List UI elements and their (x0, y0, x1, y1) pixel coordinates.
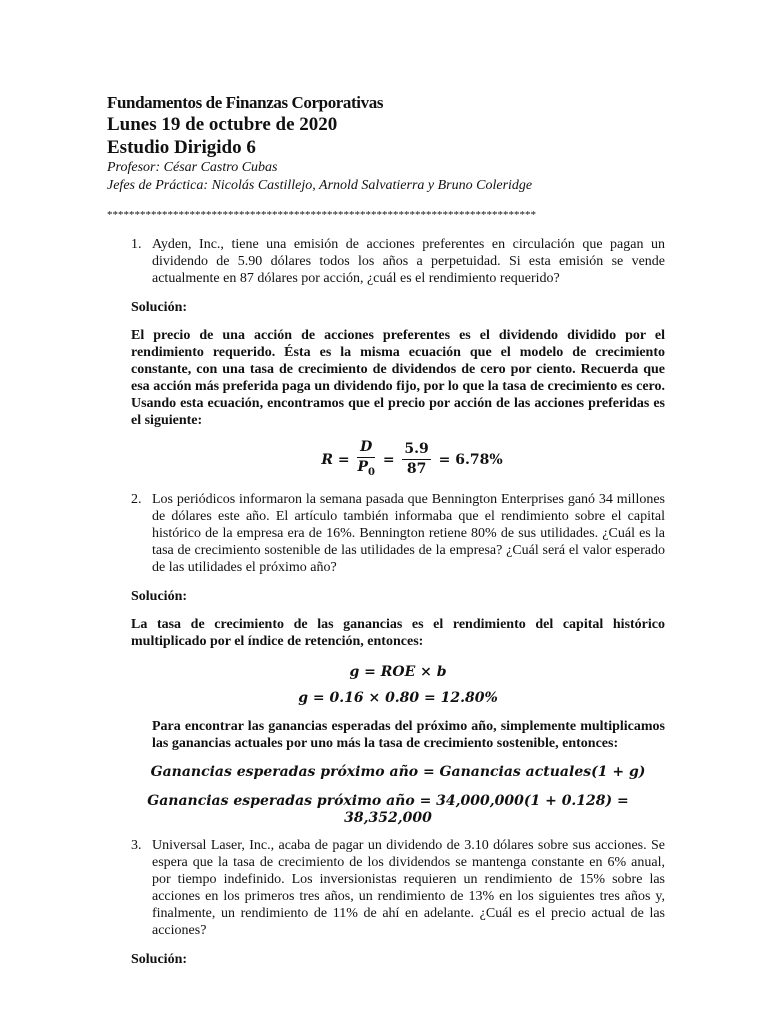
equation-required-return: R = $\frac{D}{P_0}$ = $\frac{5.9}{87}$ = 6.78% (131, 439, 665, 481)
equation-expected-earnings-value: Ganancias esperadas próximo año = 34,000,000(1 + 0.128) = 38,352,000 (147, 792, 629, 826)
equation-growth-formula: g = ROE × b (349, 663, 447, 680)
equation-expected-earnings-formula: Ganancias esperadas próximo año = Ganancias actuales(1 + g) (150, 763, 646, 780)
question-number: 1. (131, 237, 142, 252)
professor-line: Profesor: César Castro Cubas (107, 160, 278, 175)
question-text: Los periódicos informaron la semana pasada que Bennington Enterprises ganó 34 millones de dólares este año. El artículo también informaba que el rendimiento sobre el capital histórico de la empresa era de 16%. Bennington retiene 80% de sus utilidades. ¿Cuál es la tasa de crecimiento sostenible de las utilidades de la empresa? ¿Cuál será el valor esperado de las utilidades el próximo año? (152, 491, 665, 575)
fraction-d-over-p0: $\frac{D}{P_0}$ (357, 439, 375, 478)
solution-label: Solución: (131, 951, 188, 967)
document-body (131, 236, 665, 968)
equation-growth-value: g = 0.16 × 0.80 = 12.80% (298, 689, 498, 706)
question-text: Universal Laser, Inc., acaba de pagar un dividendo de 3.10 dólares sobre sus acciones. Se espera que la tasa de crecimiento de los dividendos se mantenga constante en 6% anual, por tiempo indefinido. Los inversionistas requieren un rendimiento de 15% sobre las acciones en los primeros tres años, un rendimiento de 13% en los siguientes tres años y, finalmente, un rendimiento de 11% de ahí en adelante. ¿Cuál es el precio actual de las acciones? (152, 837, 665, 938)
question-1 (131, 236, 665, 287)
question-3 (131, 837, 665, 939)
teaching-assistants-line: Jefes de Práctica: Nicolás Castillejo, Arnold Salvatierra y Bruno Coleridge (107, 178, 533, 193)
assignment-title: Estudio Dirigido 6 (107, 137, 256, 158)
document-date: Lunes 19 de octubre de 2020 (107, 114, 338, 135)
solution-text: El precio de una acción de acciones preferentes es el dividendo dividido por el rendimiento requerido. Ésta es la misma ecuación que el modelo de crecimiento constante, con una tasa de crecimiento de dividendos de cero por ciento. Recuerda que esa acción más preferida paga un dividendo fijo, por lo que la tasa de crecimiento es cero. Usando esta ecuación, encontramos que el precio por acción de las acciones preferidas es el siguiente: (131, 328, 665, 428)
question-number: 3. (131, 837, 142, 853)
question-2 (131, 491, 665, 576)
solution-text: La tasa de crecimiento de las ganancias es el rendimiento del capital histórico multiplicado por el índice de retención, entonces: (131, 616, 665, 649)
fraction-values: $\frac{5.9}{87}$ (404, 441, 429, 478)
solution-label: Solución: (131, 588, 188, 604)
solution-label: Solución: (131, 300, 188, 315)
document-header (107, 93, 667, 195)
question-text: Ayden, Inc., tiene una emisión de acciones preferentes en circulación que pagan un dividendo de 5.90 dólares todos los años a perpetuidad. Si esta emisión se vende actualmente en 87 dólares por acción, ¿cuál es el rendimiento requerido? (152, 237, 665, 286)
solution-text-2: Para encontrar las ganancias esperadas del próximo año, simplemente multiplicamos las ganancias actuales por uno más la tasa de crecimiento sostenible, entonces: (152, 718, 665, 751)
course-title: Fundamentos de Finanzas Corporativas (107, 93, 384, 112)
question-number: 2. (131, 491, 142, 507)
separator-line: ****************************************************************************** (107, 209, 536, 221)
